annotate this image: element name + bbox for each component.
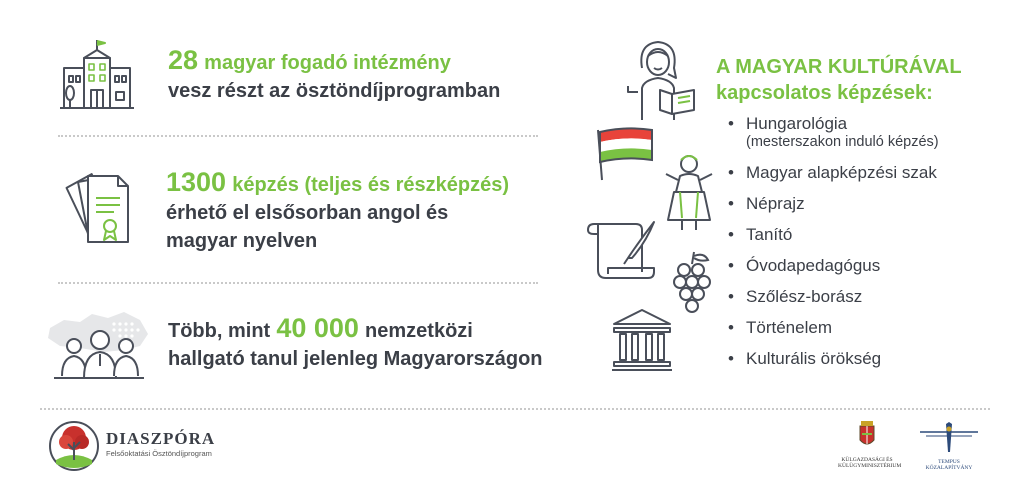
stat-text: Több, mint [168, 320, 271, 342]
list-item: • Magyar alapképzési szak [728, 157, 939, 188]
stat-text: magyar fogadó intézmény [204, 52, 451, 74]
stat-highlight: 40 000 [276, 313, 359, 343]
list-item: • Hungarológia (mesterszakon induló képzés) [728, 108, 939, 151]
tempus-logo [916, 420, 982, 471]
stat-institutions [168, 46, 500, 105]
ministry-name: KÜLÜGYMINISZTÉRIUM [838, 463, 902, 469]
stat-students [168, 314, 543, 373]
university-building-icon [58, 38, 136, 110]
tempus-emblem-icon [916, 420, 982, 454]
coat-of-arms-icon [838, 420, 896, 452]
ministry-logo [838, 420, 902, 469]
logo-title: DIASZPÓRA [106, 429, 216, 448]
scroll-quill-icon [584, 218, 660, 282]
culture-section [716, 54, 962, 106]
divider [58, 135, 538, 137]
list-item: • Történelem [728, 312, 939, 343]
hungarian-flag-icon [592, 126, 662, 182]
list-item-note: (mesterszakon induló képzés) [746, 134, 939, 150]
stat-text: vesz részt az ösztöndíjprogramban [168, 80, 501, 102]
stat-courses [166, 168, 509, 255]
footer-divider [40, 408, 990, 410]
students-map-icon [44, 306, 154, 382]
stat-highlight: 1300 [166, 167, 227, 197]
culture-title: A MAGYAR KULTÚRÁVAL [716, 56, 962, 78]
list-item: • Néprajz [728, 188, 939, 219]
museum-building-icon [610, 306, 674, 372]
culture-subtitle: kapcsolatos képzések: [716, 82, 933, 104]
divider [58, 282, 538, 284]
folk-costume-figure-icon [662, 152, 716, 232]
list-item: • Kulturális örökség [728, 343, 939, 374]
tempus-name: TEMPUS KÖZALAPÍTVÁNY [925, 459, 973, 471]
list-item: • Szőlész-borász [728, 281, 939, 312]
stat-text: érhető el elsősorban angol és [166, 202, 449, 224]
stat-text: nemzetközi [365, 320, 473, 342]
list-item: • Tanító [728, 219, 939, 250]
list-item: • Óvodapedagógus [728, 250, 939, 281]
ministry-name: KÜLGAZDASÁGI ÉS [841, 457, 893, 463]
tree-logo-icon [48, 420, 100, 472]
documents-certificate-icon [64, 168, 134, 246]
stat-text: hallgató tanul jelenleg Magyarországon [168, 348, 543, 370]
diaszpora-logo [48, 420, 108, 472]
course-list [728, 108, 939, 374]
stat-text: magyar nyelven [166, 230, 318, 252]
woman-reading-book-icon [620, 38, 700, 122]
grapes-icon [672, 250, 712, 318]
logo-subtitle: Felsőoktatási Ösztöndíjprogram [106, 449, 212, 458]
diaszpora-brand [106, 429, 215, 458]
stat-text: képzés (teljes és részképzés) [232, 174, 510, 196]
stat-highlight: 28 [168, 45, 199, 75]
